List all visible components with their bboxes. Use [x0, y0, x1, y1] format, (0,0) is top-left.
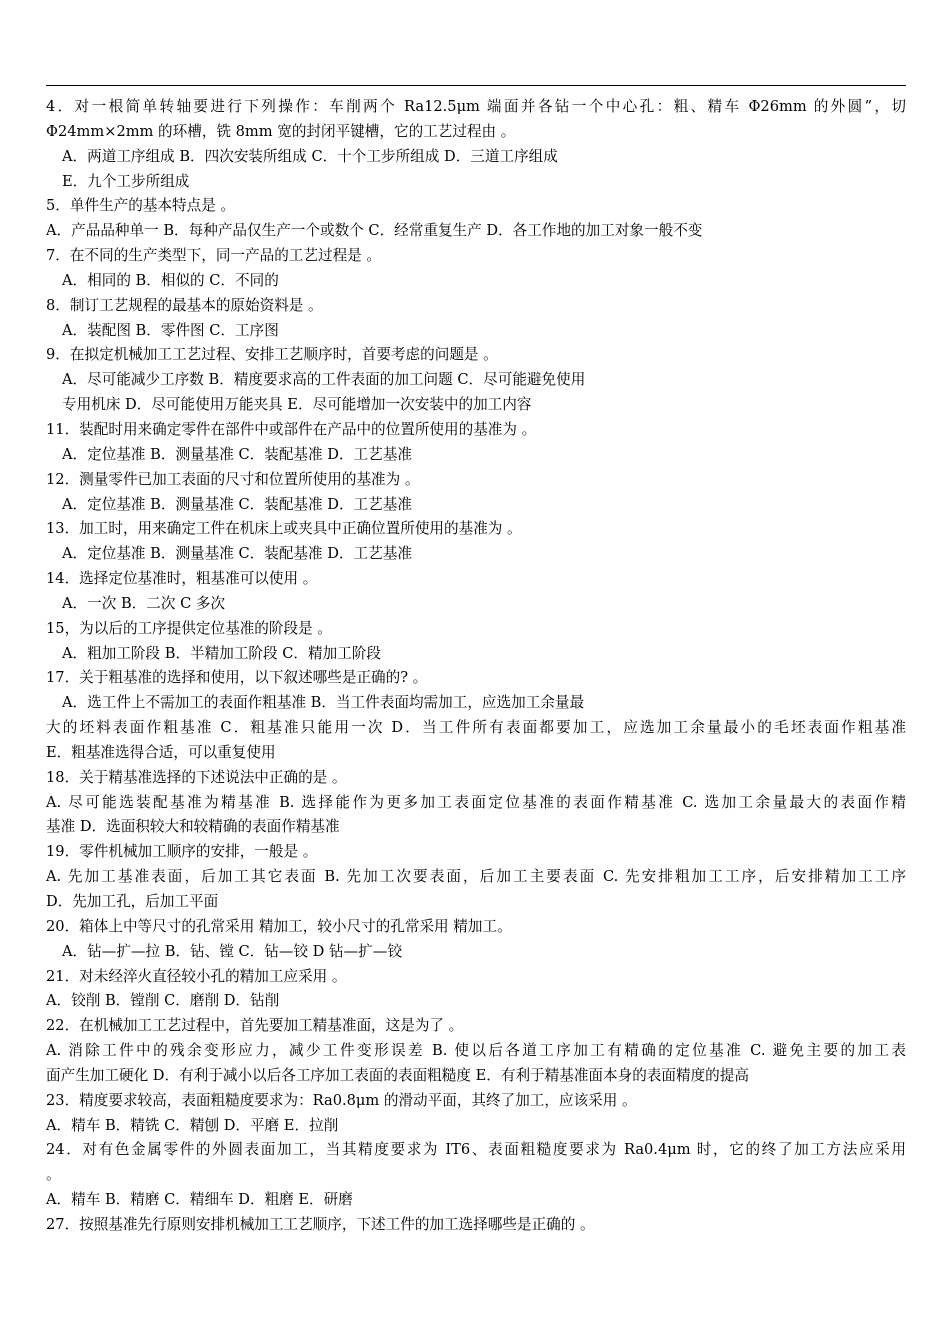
text-line: 5．单件生产的基本特点是 。: [46, 197, 236, 215]
text-line: 8．制订工艺规程的最基本的原始资料是 。: [46, 296, 323, 314]
text-line: A. 消除工件中的残余变形应力，减少工件变形误差 B. 使以后各道工序加工有精确的定位基准 C. 避免主要的加工表: [46, 1042, 906, 1060]
text-line: 基准 D．选面积较大和较精确的表面作精基准: [46, 818, 340, 836]
text-line: A．定位基准 B．测量基准 C．装配基准 D．工艺基准: [62, 445, 412, 463]
text-line: 9．在拟定机械加工工艺过程、安排工艺顺序时，首要考虑的问题是 。: [46, 346, 498, 364]
text-line: 。: [46, 1166, 61, 1184]
text-line: A．铰削 B．镗削 C．磨削 D．钻削: [46, 992, 280, 1010]
text-line: A．粗加工阶段 B．半精加工阶段 C．精加工阶段: [62, 644, 381, 662]
text-line: E．九个工步所组成: [62, 172, 190, 190]
text-line: A．定位基准 B．测量基准 C．装配基准 D．工艺基准: [62, 495, 412, 513]
text-line: 11．装配时用来确定零件在部件中或部件在产品中的位置所使用的基准为 。: [46, 420, 537, 438]
text-line: A．精车 B．精铣 C．精刨 D．平磨 E．拉削: [46, 1116, 339, 1134]
header-rule: [46, 85, 906, 86]
text-line: 12．测量零件已加工表面的尺寸和位置所使用的基准为 。: [46, 470, 420, 488]
text-line: A．定位基准 B．测量基准 C．装配基准 D．工艺基准: [62, 545, 412, 563]
text-line: A．一次 B．二次 C 多次: [62, 594, 226, 612]
text-line: A. 先加工基准表面，后加工其它表面 B. 先加工次要表面，后加工主要表面 C. 先安排粗加工工序，后安排精加工工序: [46, 868, 906, 886]
text-line: 27．按照基准先行原则安排机械加工工艺顺序，下述工件的加工选择哪些是正确的 。: [46, 1215, 595, 1233]
text-line: D．先加工孔，后加工平面: [46, 893, 219, 910]
text-line: 23．精度要求较高，表面粗糙度要求为：Ra0.8μm 的滑动平面，其终了加工，应该采用 。: [46, 1091, 637, 1109]
text-line: A．装配图 B．零件图 C．工序图: [62, 321, 279, 339]
document-body: [46, 95, 906, 1238]
text-line: A．产品品种单一 B．每种产品仅生产一个或数个 C．经常重复生产 D．各工作地的加工对象一般不变: [46, 222, 703, 240]
text-line: 面产生加工硬化 D．有利于减小以后各工序加工表面的表面粗糙度 E．有利于精基准面本身的表面精度的提高: [46, 1066, 749, 1084]
text-line: A．尽可能减少工序数 B．精度要求高的工件表面的加工问题 C．尽可能避免使用: [62, 371, 586, 389]
text-line: A．选工件上不需加工的表面作粗基准 B．当工件表面均需加工，应选加工余量最: [62, 694, 585, 712]
text-line: 13．加工时，用来确定工件在机床上或夹具中正确位置所使用的基准为 。: [46, 520, 522, 538]
text-line: 18．关于精基准选择的下述说法中正确的是 。: [46, 768, 347, 786]
text-line: A．两道工序组成 B．四次安装所组成 C．十个工步所组成 D．三道工序组成: [62, 147, 558, 165]
text-line: A. 尽可能选装配基准为精基准 B. 选择能作为更多加工表面定位基准的表面作精基准 C. 选加工余量最大的表面作精: [46, 793, 906, 811]
text-line: 21．对未经淬火直径较小孔的精加工应采用 。: [46, 967, 347, 985]
text-line: 24．对有色金属零件的外圆表面加工，当其精度要求为 IT6、表面粗糙度要求为 Ra0.4μm 时，它的终了加工方法应采用: [46, 1141, 906, 1159]
text-line: 19．零件机械加工顺序的安排，一般是 。: [46, 843, 318, 861]
text-line: 20．箱体上中等尺寸的孔常采用 精加工，较小尺寸的孔常采用 精加工。: [46, 917, 512, 935]
text-line: 17．关于粗基准的选择和使用，以下叙述哪些是正确的? 。: [46, 669, 428, 687]
text-line: 14．选择定位基准时，粗基准可以使用 。: [46, 570, 318, 588]
text-line: 4．对一根简单转轴要进行下列操作：车削两个 Ra12.5μm 端面并各钻一个中心孔：粗、精车 Φ26mm 的外圆”，切: [46, 98, 906, 115]
text-line: 大的坯料表面作粗基准 C．粗基准只能用一次 D．当工件所有表面都要加工，应选加工余量最小的毛坯表面作粗基准: [46, 719, 906, 737]
text-line: A．钻—扩—拉 B．钻、镗 C．钻—铰 D 钻—扩—铰: [62, 942, 402, 960]
text-line: 专用机床 D．尽可能使用万能夹具 E．尽可能增加一次安装中的加工内容: [62, 396, 532, 414]
text-line: 15，为以后的工序提供定位基准的阶段是 。: [46, 619, 332, 637]
text-line: Φ24mm×2mm 的环槽，铣 8mm 宽的封闭平键槽，它的工艺过程由 。: [46, 122, 516, 140]
text-line: 22．在机械加工工艺过程中，首先要加工精基准面，这是为了 。: [46, 1017, 464, 1035]
text-line: A．相同的 B．相似的 C．不同的: [62, 271, 279, 289]
text-line: A．精车 B．精磨 C．精细车 D．粗磨 E．研磨: [46, 1191, 353, 1209]
text-line: E．粗基准选得合适，可以重复使用: [46, 743, 276, 761]
text-line: 7．在不同的生产类型下，同一产品的工艺过程是 。: [46, 247, 381, 265]
